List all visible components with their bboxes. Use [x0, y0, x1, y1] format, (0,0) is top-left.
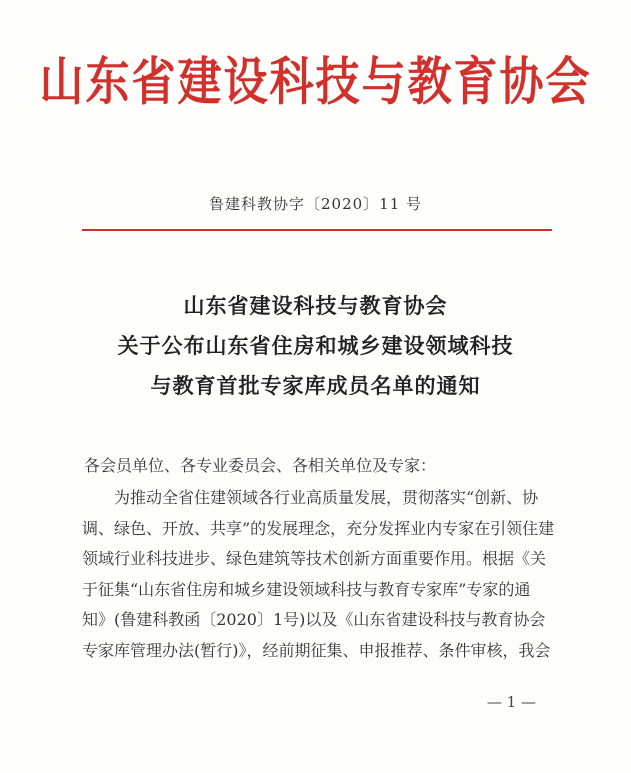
body-line-3: 领域行业科技进步、绿色建筑等技术创新方面重要作用。根据《关: [82, 549, 547, 568]
body-line-2: 调、绿色、开放、共享”的发展理念，充分发挥业内专家在引领住建: [82, 518, 554, 538]
body-line-5: 知》(鲁建科教函〔2020〕1号)以及《山东省建设科技与教育协会: [82, 610, 546, 629]
title-line-3: 与教育首批专家库成员名单的通知: [150, 374, 481, 398]
body-line-1: 为推动全省住建领域各行业高质量发展，贯彻落实“创新、协: [114, 488, 539, 507]
notice-title: [0, 286, 631, 406]
document-number: 鲁建科教协字〔2020〕11 号: [208, 195, 423, 213]
title-line-1: 山东省建设科技与教育协会: [183, 294, 448, 318]
salutation: 各会员单位、各专业委员会、各相关单位及专家：: [84, 456, 437, 475]
body-line-4: 于征集“山东省住房和城乡建设领域科技与教育专家库”专家的通: [82, 579, 531, 599]
issuer-header: 山东省建设科技与教育协会: [39, 52, 592, 113]
body-paragraph: [82, 483, 554, 666]
body-line-6: 专家库管理办法(暂行)》，经前期征集、申报推荐、条件审核，我会: [82, 640, 551, 660]
page-number: — 1 —: [486, 693, 536, 711]
title-line-2: 关于公布山东省住房和城乡建设领域科技: [117, 334, 514, 358]
red-divider-line: [82, 229, 552, 231]
